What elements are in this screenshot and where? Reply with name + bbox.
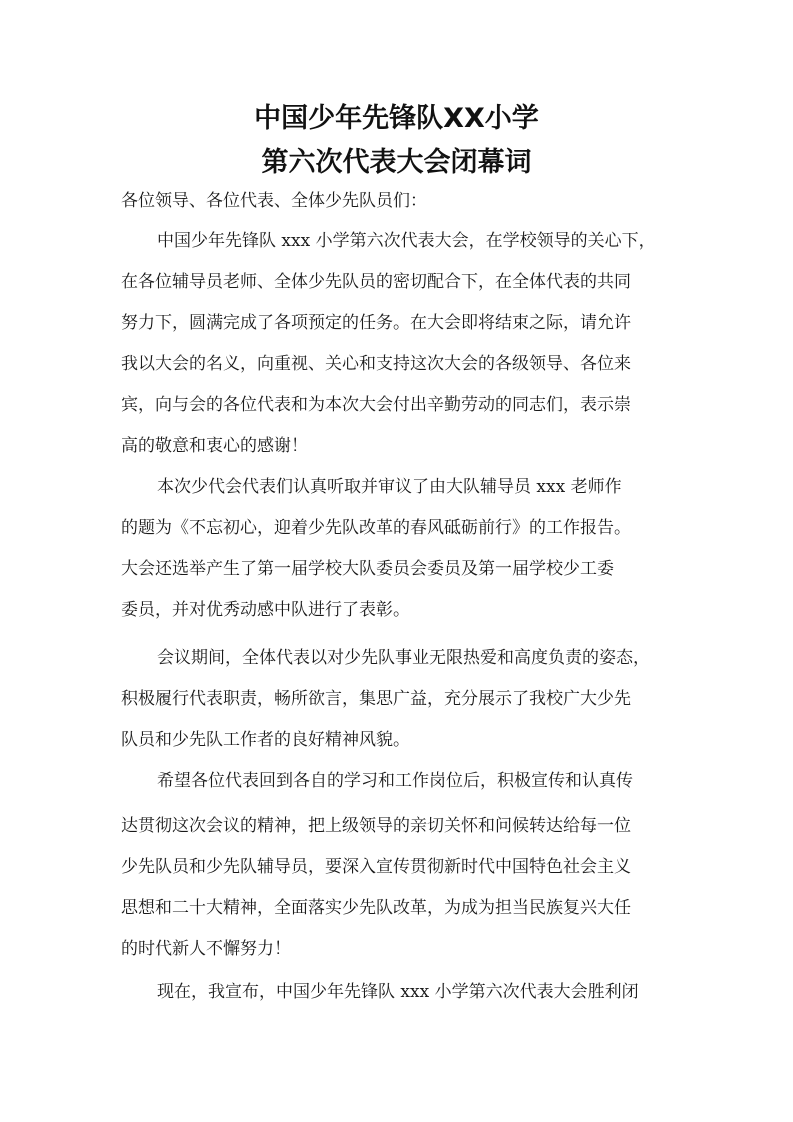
paragraph-1-line-2: 在各位辅导员老师、全体少先队员的密切配合下，在全体代表的共同: [121, 272, 631, 292]
paragraph-4-line-1: 希望各位代表回到各自的学习和工作岗位后，积极宣传和认真传: [157, 771, 633, 791]
paragraph-1-line-3: 努力下，圆满完成了各项预定的任务。在大会即将结束之际，请允许: [121, 313, 631, 333]
paragraph-5-line-1: 现在，我宣布，中国少年先锋队 xxx 小学第六次代表大会胜利闭: [157, 982, 639, 1002]
paragraph-2-line-2: 的题为《不忘初心，迎着少先队改革的春风砥砺前行》的工作报告。: [121, 518, 631, 538]
paragraph-4-line-5: 的时代新人不懈努力！: [121, 939, 291, 959]
paragraph-1-line-1: 中国少年先锋队 xxx 小学第六次代表大会，在学校领导的关心下，: [157, 231, 656, 251]
paragraph-3-line-3: 队员和少先队工作者的良好精神风貌。: [121, 730, 410, 750]
document-title-line-2: 第六次代表大会闭幕词: [261, 147, 532, 178]
paragraph-4-line-3: 少先队员和少先队辅导员，要深入宣传贯彻新时代中国特色社会主义: [121, 857, 631, 877]
paragraph-2-line-3: 大会还选举产生了第一届学校大队委员会委员及第一届学校少工委: [121, 559, 614, 579]
paragraph-4-line-4: 思想和二十大精神，全面落实少先队改革，为成为担当民族复兴大任: [121, 898, 631, 918]
paragraph-2-line-1: 本次少代会代表们认真听取并审议了由大队辅导员 xxx 老师作: [157, 477, 622, 497]
paragraph-1-line-5: 宾，向与会的各位代表和为本次大会付出辛勤劳动的同志们，表示崇: [121, 395, 631, 415]
document-title-line-1: 中国少年先锋队XX小学: [254, 103, 539, 134]
paragraph-3-line-2: 积极履行代表职责，畅所欲言，集思广益，充分展示了我校广大少先: [121, 689, 631, 709]
salutation: 各位领导、各位代表、全体少先队员们：: [121, 191, 427, 211]
paragraph-4-line-2: 达贯彻这次会议的精神，把上级领导的亲切关怀和问候转达给每一位: [121, 816, 631, 836]
paragraph-1-line-6: 高的敬意和衷心的感谢！: [121, 436, 308, 456]
paragraph-2-line-4: 委员，并对优秀动感中队进行了表彰。: [121, 600, 410, 620]
paragraph-3-line-1: 会议期间，全体代表以对少先队事业无限热爱和高度负责的姿态，: [157, 648, 650, 668]
paragraph-1-line-4: 我以大会的名义，向重视、关心和支持这次大会的各级领导、各位来: [121, 354, 631, 374]
